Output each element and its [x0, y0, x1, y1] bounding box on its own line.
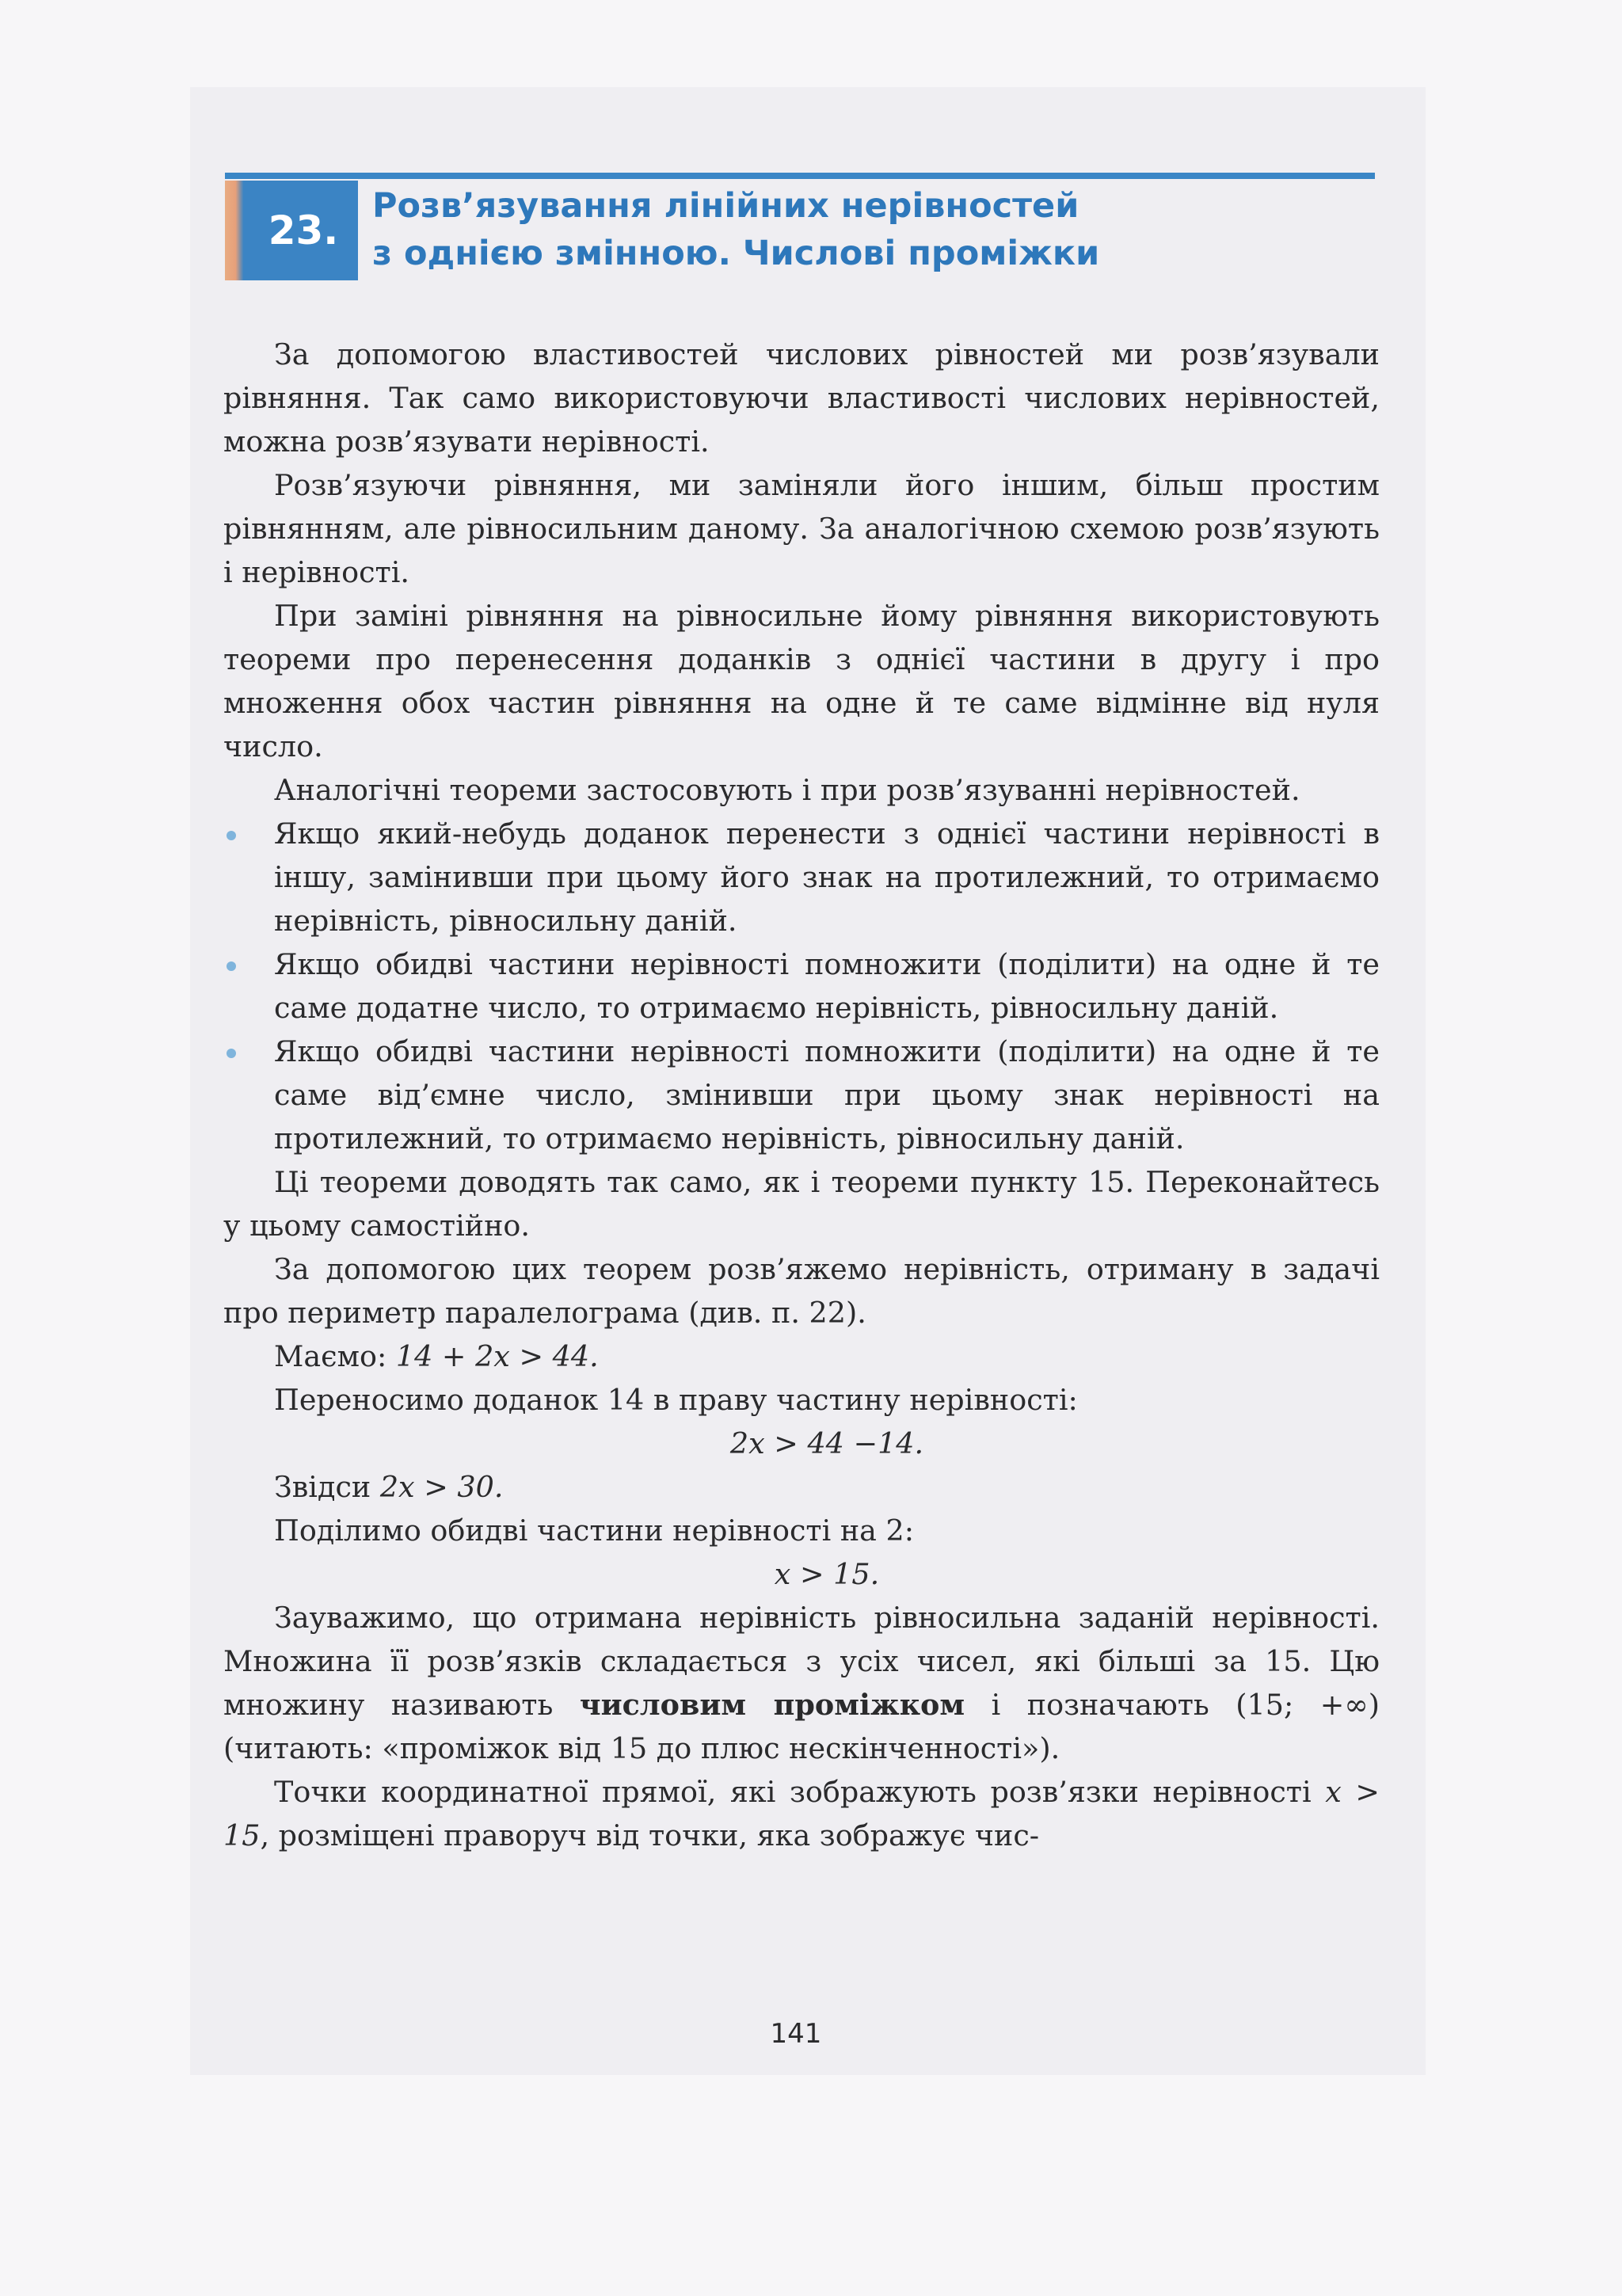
theorem-list [223, 812, 1380, 1160]
list-item-text: Якщо обидві частини нерівності помножити (поділити) на одне й те саме від’ємне число, змінивши при цьому знак нерівності на протилежний, то отримаємо нерівність, рівносильну даній. [274, 1034, 1380, 1156]
paragraph-7 [223, 1596, 1380, 1770]
expression-1: 2x > 44 −14. [729, 1426, 924, 1460]
paragraph-7-text-b: і позначають (15; +∞) (читають: «проміжок від 15 до плюс нескінченності»). [223, 1688, 1380, 1765]
hence-expression: 2x > 30. [379, 1470, 504, 1504]
paragraph-1: За допомогою властивостей числових рівностей ми розв’язували рівняння. Так само використовуючи властивості числових нерівностей, можна розв’язувати нерівності. [223, 337, 1380, 459]
bullet-dot-icon [227, 961, 236, 971]
have-line [223, 1335, 1380, 1378]
body-text [223, 333, 1380, 1857]
list-item-text: Якщо який-небудь доданок перенести з однієї частини нерівності в іншу, замінивши при цьому його знак на протилежний, то отримаємо нерівність, рівносильну даній. [274, 817, 1380, 938]
transfer-line: Переносимо доданок 14 в праву частину нерівності: [274, 1383, 1078, 1417]
term-numeric-interval: числовим проміжком [579, 1688, 965, 1722]
paragraph-6: За допомогою цих теорем розв’яжемо нерівність, отриману в задачі про периметр паралелограма (див. п. 22). [223, 1252, 1380, 1330]
paragraph-8-text-a: Точки координатної прямої, які зображують розв’язки нерівності [274, 1775, 1326, 1809]
header-rule [225, 173, 1375, 179]
divide-line: Поділимо обидві частини нерівності на 2: [274, 1514, 915, 1548]
section-title [372, 182, 1362, 277]
section-title-line2: з однією змінною. Числові проміжки [372, 234, 1100, 273]
list-item-text: Якщо обидві частини нерівності помножити (поділити) на одне й те саме додатне число, то отримаємо нерівність, рівносильну даній. [274, 947, 1380, 1025]
list-item [223, 812, 1380, 942]
expression-2: x > 15. [774, 1557, 880, 1591]
paragraph-4: Аналогічні теореми застосовують і при розв’язуванні нерівностей. [274, 773, 1300, 807]
paragraph-2: Розв’язуючи рівняння, ми заміняли його іншим, більш простим рівнянням, але рівносильним даному. За аналогічною схемою розв’язують і нерівності. [223, 468, 1380, 589]
have-label: Маємо: [274, 1339, 396, 1373]
bullet-dot-icon [227, 831, 236, 840]
list-item [223, 1030, 1380, 1160]
have-expression: 14 + 2x > 44. [395, 1339, 599, 1373]
bullet-dot-icon [227, 1049, 236, 1058]
section-title-line1: Розв’язування лінійних нерівностей [372, 186, 1079, 226]
hence-label: Звідси [274, 1470, 380, 1504]
list-item [223, 942, 1380, 1030]
section-number: 23. [225, 181, 358, 280]
paragraph-3: При заміні рівняння на рівносильне йому рівняння використовують теореми про перенесення доданків з однієї частини в другу і про множення обох частин рівняння на одне й те саме відмінне від нуля число. [223, 599, 1380, 763]
hence-line [223, 1465, 1380, 1509]
paragraph-7-text-a: Зауважимо, що отримана нерівність рівносильна заданій нерівності. Множина її розв’язків складається з усіх чисел, які більші за 15. Цю множину називають [223, 1601, 1380, 1722]
paragraph-5: Ці теореми доводять так само, як і теореми пункту 15. Переконайтесь у цьому самостійно. [223, 1165, 1380, 1243]
paragraph-8-expression: x > 15 [223, 1775, 1380, 1852]
section-header [225, 181, 1381, 280]
paragraph-8 [223, 1770, 1380, 1857]
page-number: 141 [770, 2018, 822, 2050]
paragraph-8-text-b: , розміщені праворуч від точки, яка зображує чис- [260, 1818, 1040, 1852]
